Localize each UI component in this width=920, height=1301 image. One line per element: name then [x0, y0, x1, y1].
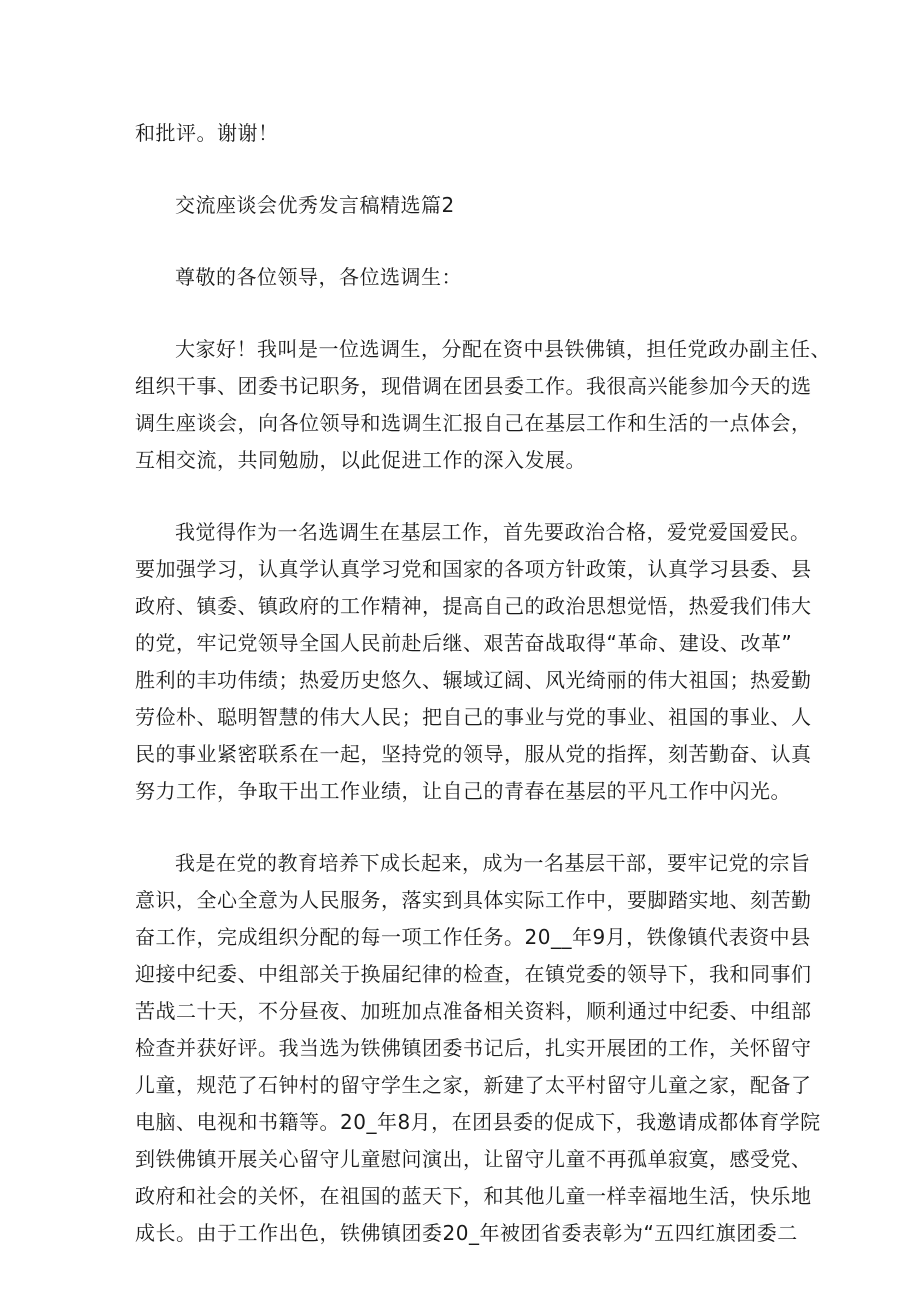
paragraph-line: 奋工作，完成组织分配的每一项工作任务。20__年9月，铁像镇代表资中县	[135, 925, 811, 949]
paragraph-line: 的党，牢记党领导全国人民前赴后继、艰苦奋战取得“革命、建设、改革”	[135, 631, 793, 655]
spacer	[135, 810, 795, 845]
paragraph-line: 到铁佛镇开展关心留守儿童慰问演出，让留守儿童不再孤单寂寞，感受党、	[135, 1147, 812, 1171]
paragraph-line: 我觉得作为一名选调生在基层工作，首先要政治合格，爱党爱国爱民。	[175, 520, 811, 544]
paragraph-line: 调生座谈会，向各位领导和选调生汇报自己在基层工作和生活的一点体会，	[135, 411, 812, 435]
paragraph-line: 政府、镇委、镇政府的工作精神，提高自己的政治思想觉悟，热爱我们伟大	[135, 594, 812, 618]
paragraph-line: 我是在党的教育培养下成长起来，成为一名基层干部，要牢记党的宗旨	[175, 851, 811, 875]
section-heading: 交流座谈会优秀发言稿精选篇2	[175, 193, 455, 217]
paragraph-line: 电脑、电视和书籍等。20_年8月，在团县委的促成下，我邀请成都体育学院	[135, 1110, 821, 1134]
paragraph-line: 苦战二十天，不分昼夜、加班加点准备相关资料，顺利通过中纪委、中组部	[135, 999, 812, 1023]
paragraph-line: 胜利的丰功伟绩；热爱历史悠久、辗域辽阔、风光绮丽的伟大祖国；热爱勤	[135, 668, 812, 692]
spacer	[135, 224, 795, 259]
continuation-line: 和批评。谢谢！	[135, 121, 279, 145]
paragraph-line: 检查并获好评。我当选为铁佛镇团委书记后，扎实开展团的工作，关怀留守	[135, 1036, 812, 1060]
paragraph-2	[135, 514, 812, 810]
paragraph-line: 互相交流，共同勉励，以此促进工作的深入发展。	[135, 448, 586, 472]
paragraph-line: 迎接中纪委、中组部关于换届纪律的检查，在镇党委的领导下，我和同事们	[135, 962, 812, 986]
paragraph-3	[135, 845, 821, 1252]
paragraph-line: 组织干事、团委书记职务，现借调在团县委工作。我很高兴能参加今天的选	[135, 374, 812, 398]
paragraph-line: 民的事业紧密联系在一起，坚持党的领导，服从党的指挥，刻苦勤奋、认真	[135, 742, 812, 766]
paragraph-line: 努力工作，争取干出工作业绩，让自己的青春在基层的平凡工作中闪光。	[135, 779, 791, 803]
paragraph-line: 要加强学习，认真学认真学习党和国家的各项方针政策，认真学习县委、县	[135, 557, 812, 581]
paragraph-line: 成长。由于工作出色，铁佛镇团委20_年被团省委表彰为“五四红旗团委二	[135, 1221, 798, 1245]
spacer	[135, 479, 795, 514]
spacer	[135, 296, 795, 331]
paragraph-line: 儿童，规范了石钟村的留守学生之家，新建了太平村留守儿童之家，配备了	[135, 1073, 812, 1097]
paragraph-line: 意识，全心全意为人民服务，落实到具体实际工作中，要脚踏实地、刻苦勤	[135, 888, 812, 912]
paragraph-1	[135, 331, 831, 479]
paragraph-line: 政府和社会的关怀，在祖国的蓝天下，和其他儿童一样幸福地生活，快乐地	[135, 1184, 812, 1208]
spacer	[135, 152, 795, 187]
paragraph-line: 大家好！我叫是一位选调生，分配在资中县铁佛镇，担任党政办副主任、	[175, 337, 831, 361]
document-body	[135, 115, 831, 1252]
salutation: 尊敬的各位领导，各位选调生：	[175, 265, 462, 289]
paragraph-line: 劳俭朴、聪明智慧的伟大人民；把自己的事业与党的事业、祖国的事业、人	[135, 705, 812, 729]
